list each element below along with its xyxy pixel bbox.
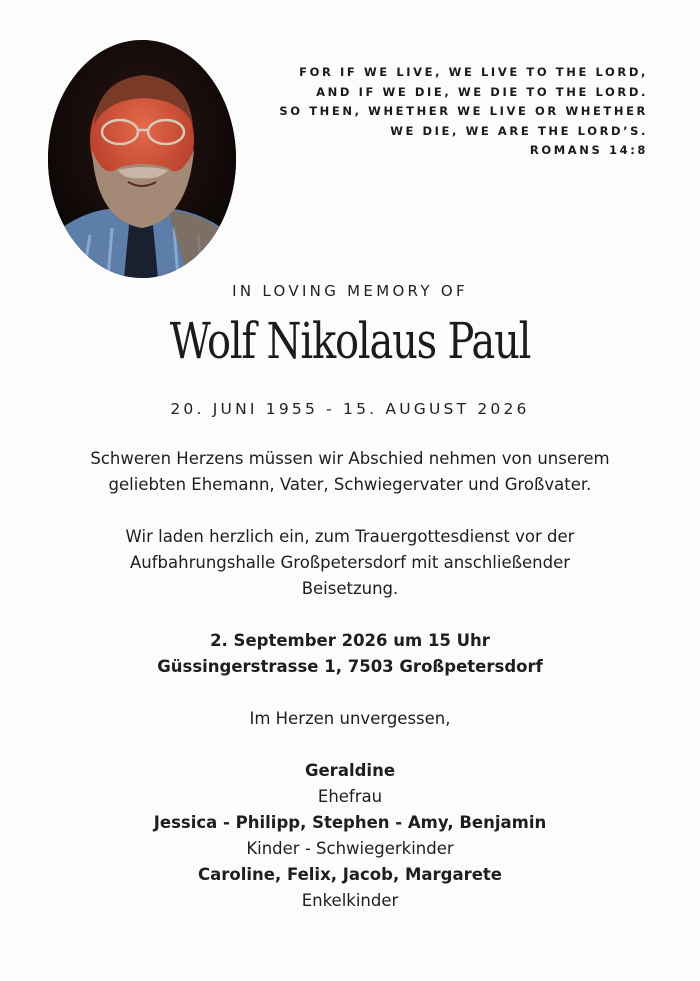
closing-text: Im Herzen unvergessen, [249, 709, 451, 728]
paragraph-line: Wir laden herzlich ein, zum Trauergottesdienst vor der [125, 527, 575, 546]
paragraph-line: geliebten Ehemann, Vater, Schwiegervater und Großvater. [108, 475, 592, 494]
memorial-heading: IN LOVING MEMORY OF [232, 282, 468, 300]
deceased-name: Wolf Nikolaus Paul [169, 312, 531, 370]
life-dates: 20. JUNI 1955 - 15. AUGUST 2026 [170, 400, 530, 418]
paragraph-line: Aufbahrungshalle Großpetersdorf mit anschließender [129, 553, 571, 572]
service-address: Güssingerstrasse 1, 7503 Großpetersdorf [157, 657, 543, 676]
verse-reference: ROMANS 14:8 [529, 143, 648, 157]
paragraph-line: Schweren Herzens müssen wir Abschied nehmen von unserem [90, 449, 610, 468]
family-names: Caroline, Felix, Jacob, Margarete [198, 865, 502, 884]
family-role: Enkelkinder [301, 891, 399, 910]
condolence-paragraph [0, 446, 700, 498]
service-datetime: 2. September 2026 um 15 Uhr [210, 631, 490, 650]
invitation-paragraph [0, 524, 700, 602]
verse-line: WE DIE, WE ARE THE LORD’S. [390, 123, 648, 138]
verse-line: FOR IF WE LIVE, WE LIVE TO THE LORD, [299, 65, 648, 79]
closing-line [0, 706, 700, 732]
bible-verse [248, 63, 648, 161]
family-names: Jessica - Philipp, Stephen - Amy, Benjamin [153, 813, 547, 832]
service-details [0, 628, 700, 680]
verse-line: AND IF WE DIE, WE DIE TO THE LORD. [316, 84, 648, 99]
family-role: Kinder - Schwiegerkinder [246, 839, 454, 858]
portrait-photo [48, 40, 236, 278]
family-role: Ehefrau [317, 787, 383, 806]
verse-line: SO THEN, WHETHER WE LIVE OR WHETHER [279, 104, 648, 118]
paragraph-line: Beisetzung. [301, 579, 399, 598]
family-list [0, 758, 700, 914]
family-names: Geraldine [304, 761, 396, 780]
